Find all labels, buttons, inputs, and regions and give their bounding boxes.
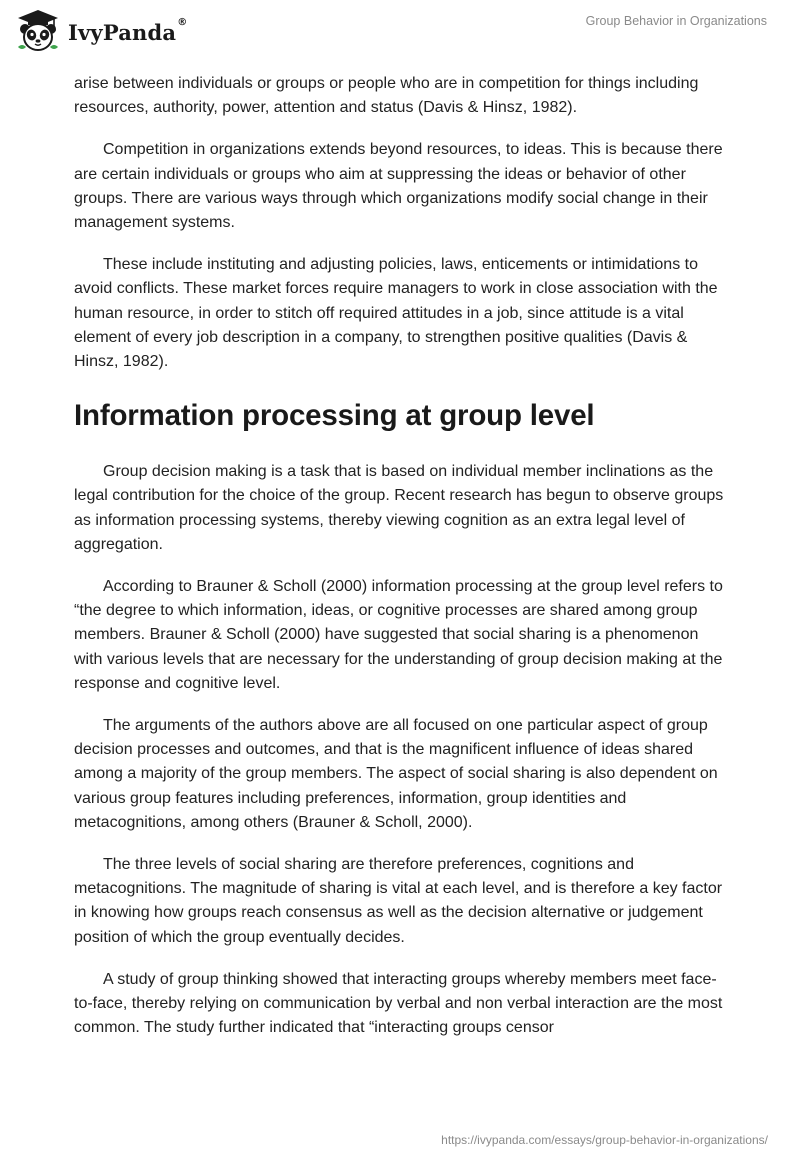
section-heading: Information processing at group level <box>74 399 595 433</box>
paragraph: The three levels of social sharing are therefore preferences, cognitions and metacognitions. The magnitude of sharing is vital at each level, and is therefore a key factor in knowing how groups reach consensus as well as the decision alternative or judgement position of which the group eventually decides. <box>74 856 723 946</box>
document-title: Group Behavior in Organizations <box>585 14 767 28</box>
panda-graduate-icon <box>14 7 62 55</box>
paragraph: These include instituting and adjusting policies, laws, enticements or intimidations to avoid conflicts. These market forces require managers to work in close association with the human resource, in order to stitch off required attitudes in a job, since attitude is a vital element of every job description in a company, to strengthen positive qualities (Davis & Hinsz, 1982). <box>74 256 718 371</box>
paragraph: Group decision making is a task that is based on individual member inclinations as the legal contribution for the choice of the group. Recent research has begun to observe groups as information processing systems, thereby viewing cognition as an extra legal level of aggregation. <box>74 463 724 553</box>
brand-logo[interactable] <box>14 7 187 55</box>
paragraph: Competition in organizations extends beyond resources, to ideas. This is because there are certain individuals or groups who aim at suppressing the ideas or behavior of other groups. There are various ways through which organizations modify social change in their management systems. <box>74 141 723 232</box>
brand-name: IvyPanda® <box>68 16 188 45</box>
paragraph: According to Brauner & Scholl (2000) information processing at the group level refers to “the degree to which information, ideas, or cognitive processes are shared among group members. Brauner & Scholl (2000) have suggested that social sharing is a phenomenon with various levels that are necessary for the understanding of group decision making at the response and cognitive level. <box>74 578 723 692</box>
paragraph: A study of group thinking showed that interacting groups whereby members meet face-to-face, thereby relying on communication by verbal and non verbal interaction are the most common. The study further indicated that “interacting groups censor <box>74 970 723 1037</box>
paragraph: arise between individuals or groups or people who are in competition for things including resources, authority, power, attention and status (Davis & Hinsz, 1982). <box>74 75 699 117</box>
paragraph: The arguments of the authors above are all focused on one particular aspect of group decision processes and outcomes, and that is the magnificent influence of ideas shared among a majority of the group members. The aspect of social sharing is also dependent on various group features including preferences, information, group identities and metacognitions, among others (Brauner & Scholl, 2000). <box>74 717 718 831</box>
registered-mark: ® <box>177 16 188 28</box>
essay-body <box>74 72 726 1041</box>
source-url[interactable]: https://ivypanda.com/essays/group-behavior-in-organizations/ <box>441 1133 768 1147</box>
page-header <box>0 0 800 60</box>
